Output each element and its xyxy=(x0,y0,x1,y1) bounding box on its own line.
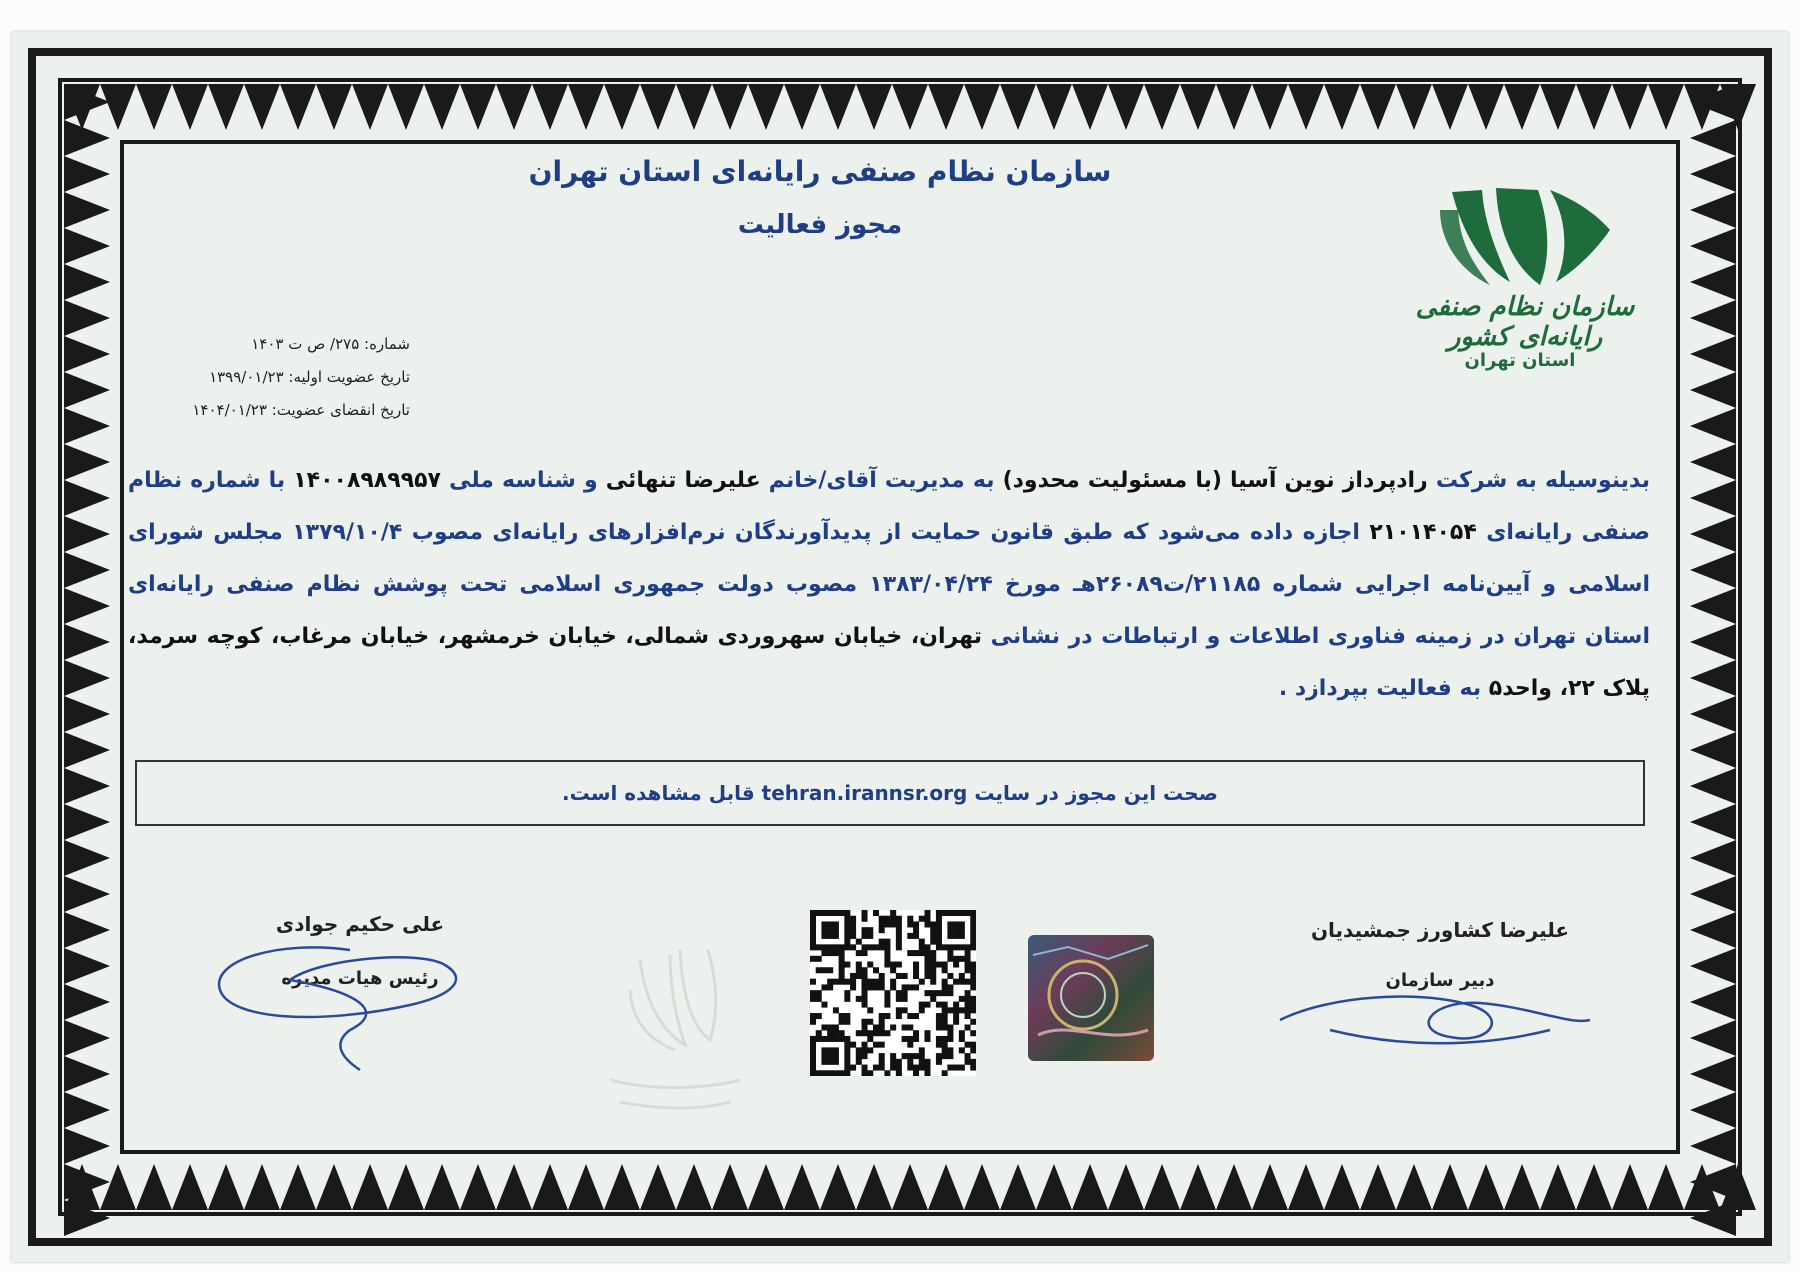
body-part: و شناسه ملی xyxy=(440,468,606,493)
hologram-sticker-icon xyxy=(1028,935,1154,1061)
org-title: سازمان نظام صنفی رایانه‌ای استان تهران xyxy=(528,155,1112,188)
initial-membership-date: تاریخ عضویت اولیه: ۱۳۹۹/۰۱/۲۳ xyxy=(209,368,410,386)
national-id: ۱۴۰۰۸۹۸۹۹۵۷ xyxy=(293,468,441,493)
chairman-signature-icon xyxy=(200,930,490,1080)
license-body-text xyxy=(128,455,1650,715)
verification-box xyxy=(135,760,1645,826)
qr-code-icon xyxy=(810,910,976,1076)
chairman-title: رئیس هیات مدیره xyxy=(281,968,439,989)
body-part: با شماره نظام صنفی رایانه‌ای xyxy=(128,468,1651,545)
body-part: به فعالیت بپردازد . xyxy=(1278,676,1489,701)
manager-name: علیرضا تنهائی xyxy=(605,468,761,493)
address: تهران، خیابان سهروردی شمالی، خیابان خرمشهر، خیابان مرغاب، کوچه سرمد، پلاک ۲۲، واحد۵ xyxy=(128,624,1650,701)
company-name: رادپرداز نوین آسیا (با مسئولیت محدود) xyxy=(1002,468,1428,493)
logo-text: سازمان نظام صنفی رایانه‌ای کشور xyxy=(1415,292,1635,352)
reference-block xyxy=(150,335,410,434)
verify-text: صحت این مجوز در سایت xyxy=(967,781,1218,805)
chairman-name: علی حکیم جوادی xyxy=(275,912,445,936)
emboss-seal-icon xyxy=(590,930,760,1120)
body-part: اجازه داده می‌شود که طبق قانون حمایت از پدیدآورندگان نرم‌افزارهای رایانه‌ای مصوب ۱۳۷۹/۱۰/۴ مجلس شورای اسلامی و آیین‌نامه اجرایی شماره ۲۱۱۸۵/ت۲۶۰۸۹هـ مورخ ۱۳۸۳/۰۴/۲۴ مصوب دولت جمهوری اسلامی تحت پوشش نظام صنفی رایانه‌ای استان تهران در زمینه فناوری اطلاعات و ارتباطات در نشانی xyxy=(128,520,1650,649)
verify-site-link[interactable]: tehran.irannsr.org xyxy=(761,781,968,805)
reference-number: شماره: ۲۷۵/ ص ت ۱۴۰۳ xyxy=(251,335,410,353)
body-part: به مدیریت آقای/خانم xyxy=(760,468,1003,493)
secretary-signature-icon xyxy=(1270,975,1600,1060)
verify-text: قابل مشاهده است. xyxy=(562,781,762,805)
guild-number: ۲۱۰۱۴۰۵۴ xyxy=(1369,520,1477,545)
secretary-title: دبیر سازمان xyxy=(1385,970,1495,991)
body-part: بدینوسیله به شرکت xyxy=(1427,468,1650,493)
logo-province: استان تهران xyxy=(1464,350,1576,371)
license-title: مجوز فعالیت xyxy=(737,210,903,240)
secretary-name: علیرضا کشاورز جمشیدیان xyxy=(1310,918,1570,942)
membership-expiry-date: تاریخ انقضای عضویت: ۱۴۰۴/۰۱/۲۳ xyxy=(192,401,410,419)
